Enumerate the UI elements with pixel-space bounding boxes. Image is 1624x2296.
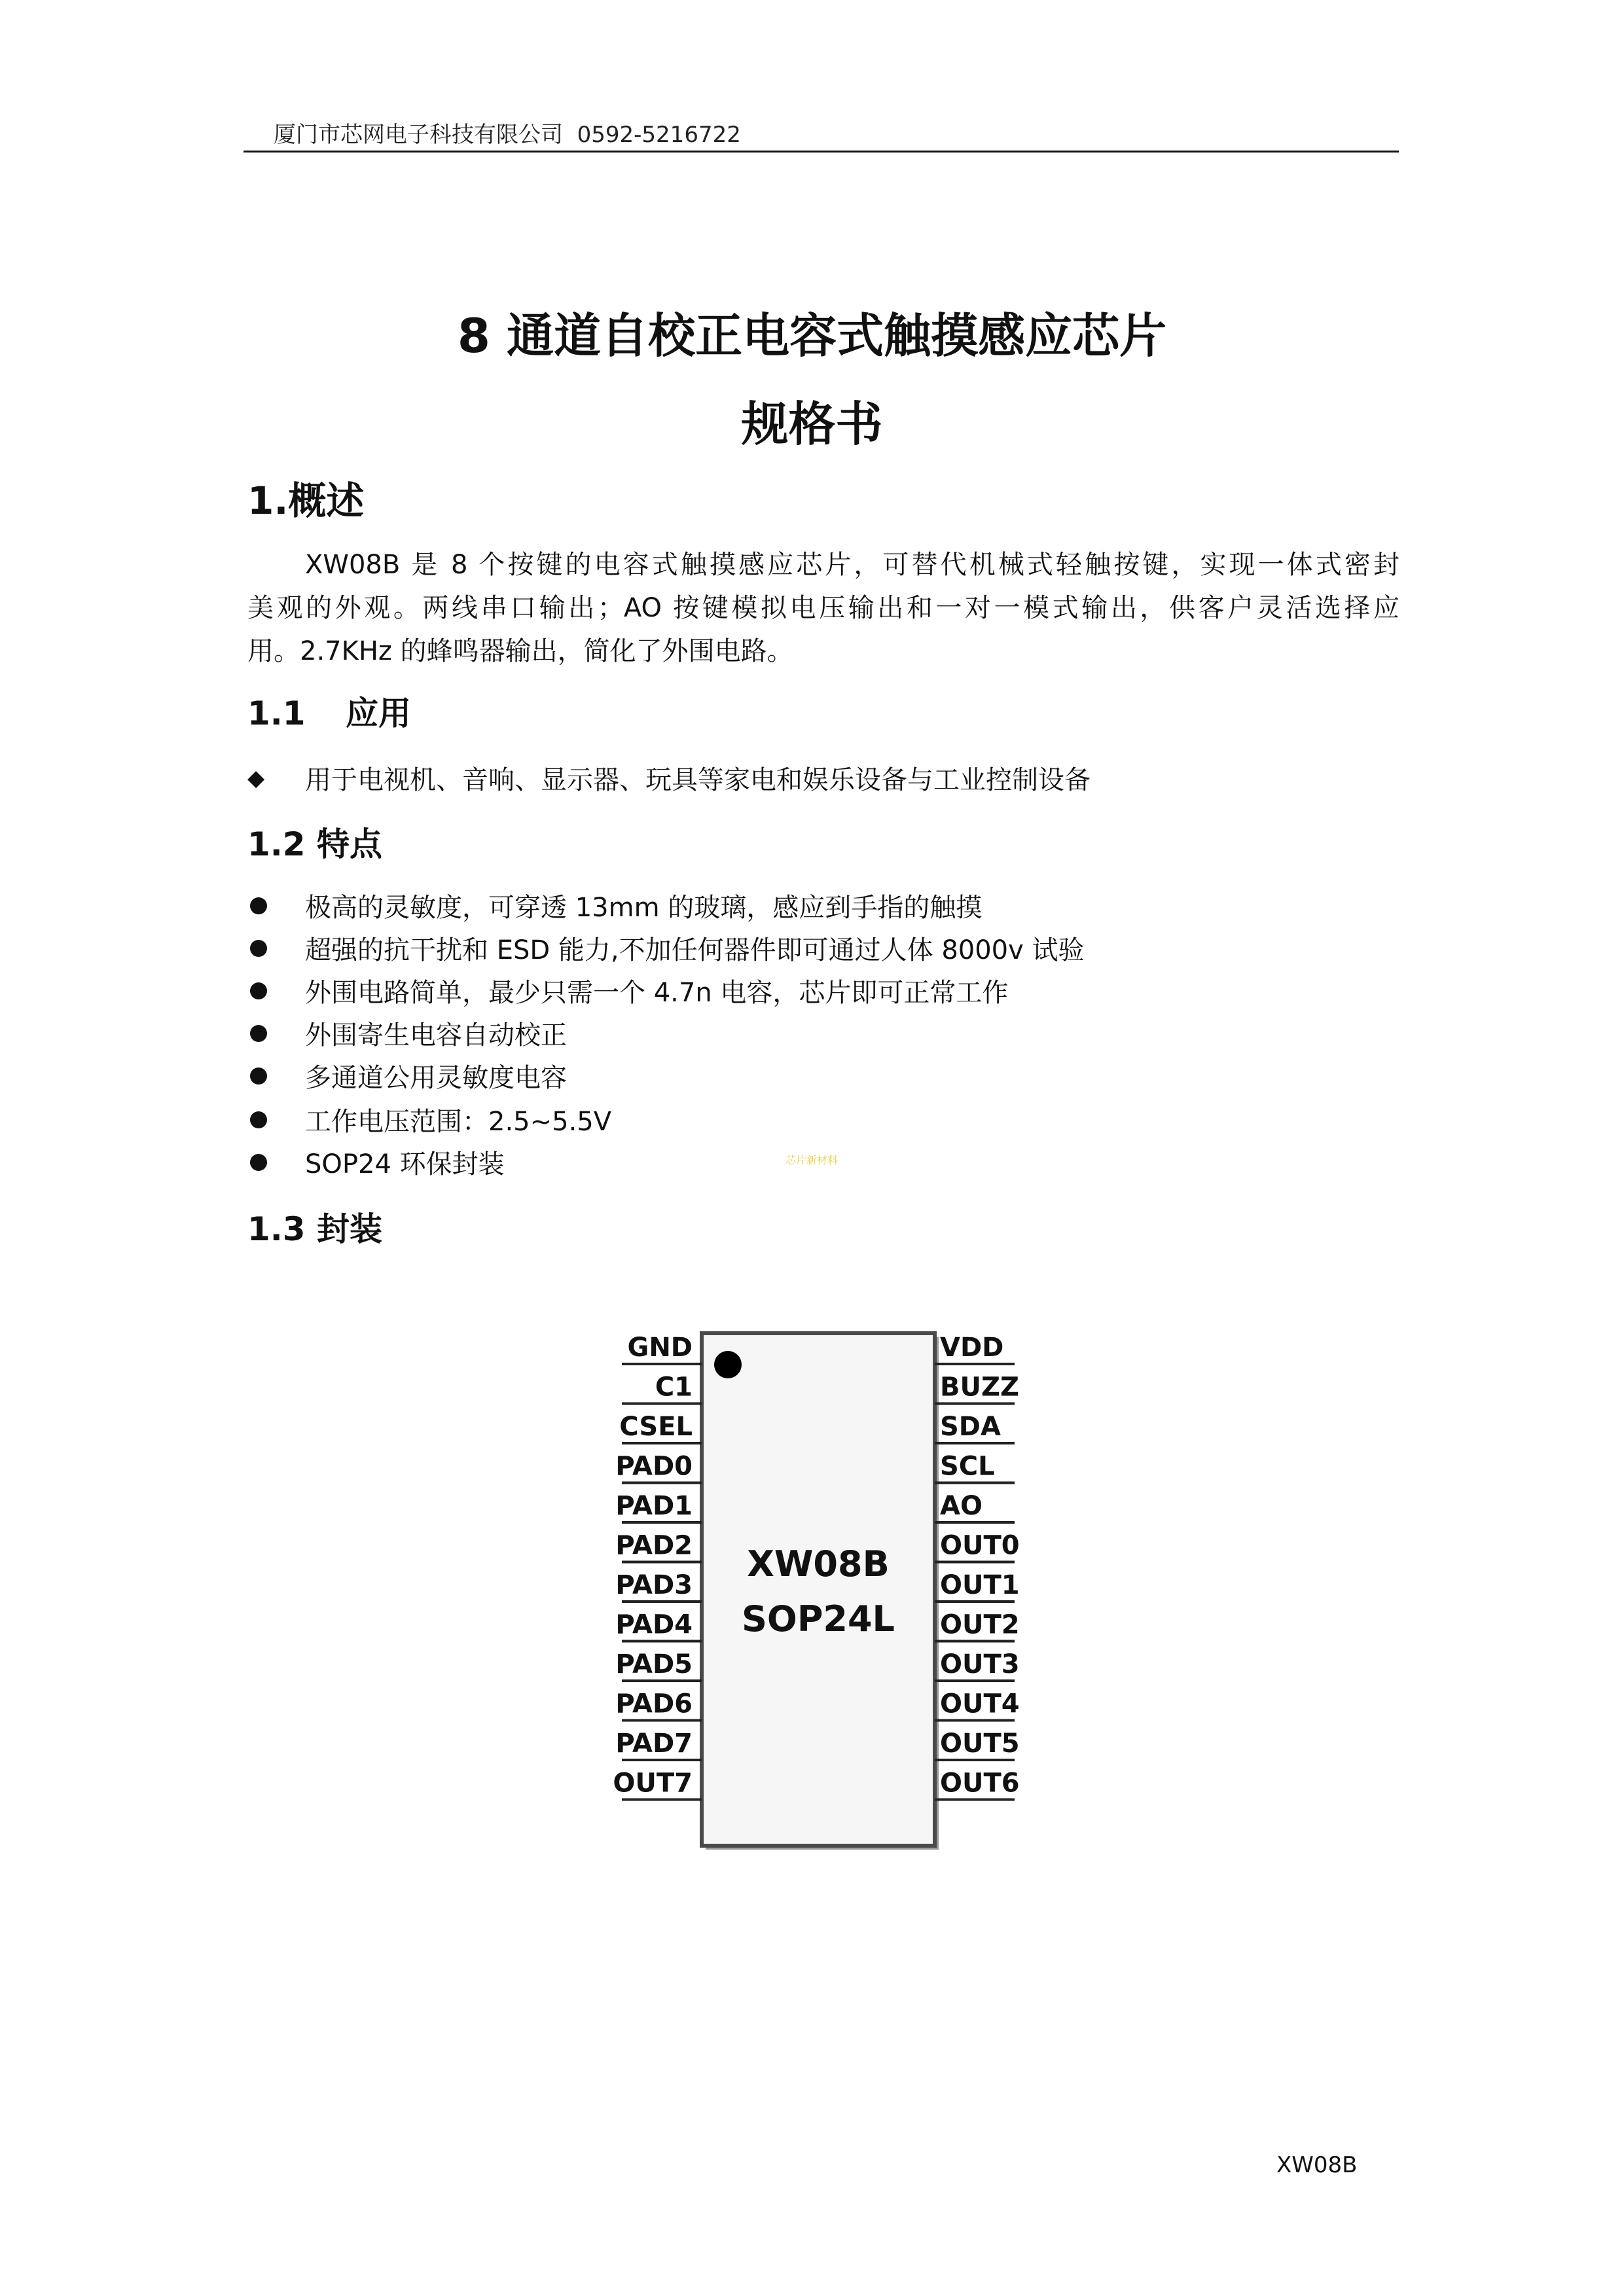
chip-package: SOP24L xyxy=(742,1598,895,1640)
right-pin-label: SDA xyxy=(940,1412,1001,1442)
left-pin-label: C1 xyxy=(655,1372,693,1403)
footer-model: XW08B xyxy=(1276,2152,1358,2178)
left-pin-label: PAD5 xyxy=(615,1649,693,1679)
list-item-text: 用于电视机、音响、显示器、玩具等家电和娱乐设备与工业控制设备 xyxy=(305,765,1091,795)
list-item-text: 极高的灵敏度，可穿透 13mm 的玻璃，感应到手指的触摸 xyxy=(305,893,983,923)
right-pin-label: OUT5 xyxy=(940,1729,1020,1759)
diamond-bullet-icon: ◆ xyxy=(247,764,265,791)
left-pin-label: PAD1 xyxy=(615,1491,693,1521)
left-pin-label: GND xyxy=(627,1333,693,1363)
pin1-marker-icon xyxy=(714,1351,742,1378)
left-pin-label: PAD4 xyxy=(615,1609,693,1640)
overview-line: 用。2.7KHz 的蜂鸣器输出，简化了外围电路。 xyxy=(247,636,793,666)
list-item xyxy=(247,929,1085,967)
left-pin-label: PAD7 xyxy=(615,1729,693,1759)
header-phone: 0592-5216722 xyxy=(577,122,741,148)
bullet-dot-icon xyxy=(250,982,267,999)
right-pin-label: AO xyxy=(940,1491,983,1521)
chip-pinout-diagram xyxy=(589,1302,1047,1865)
overview-paragraph xyxy=(247,543,1399,673)
chip-name: XW08B xyxy=(747,1543,890,1585)
section-overview-heading: 1.概述 xyxy=(247,478,365,523)
list-item xyxy=(247,1014,567,1052)
list-item xyxy=(247,887,982,924)
left-pin-label: OUT7 xyxy=(613,1768,693,1799)
list-item-text: 外围电路简单，最少只需一个 4.7n 电容，芯片即可正常工作 xyxy=(305,978,1009,1008)
list-item xyxy=(247,759,1091,797)
header-company-name: 厦门市芯网电子科技有限公司 xyxy=(274,122,563,148)
left-pin-label: PAD3 xyxy=(615,1570,693,1600)
section-title: 应用 xyxy=(346,694,411,732)
left-pin-label: PAD6 xyxy=(615,1689,693,1719)
left-pin-label: PAD0 xyxy=(615,1451,693,1482)
chip-body xyxy=(702,1333,935,1846)
overview-line: XW08B 是 8 个按键的电容式触摸感应芯片，可替代机械式轻触按键，实现一体式密封 xyxy=(305,550,1399,580)
watermark-text: 芯片新材料 xyxy=(785,1154,839,1166)
right-pin-label: OUT1 xyxy=(940,1570,1020,1600)
right-pin-label: VDD xyxy=(940,1333,1004,1363)
bullet-dot-icon xyxy=(250,897,267,914)
header-company xyxy=(274,117,741,149)
right-pin-label: OUT0 xyxy=(940,1530,1020,1561)
list-item xyxy=(247,1143,505,1181)
right-pin-label: OUT4 xyxy=(940,1689,1020,1719)
list-item xyxy=(247,972,1008,1009)
bullet-dot-icon xyxy=(250,1111,267,1128)
left-pin-label: PAD2 xyxy=(615,1530,693,1561)
list-item-text: 外围寄生电容自动校正 xyxy=(305,1020,567,1050)
left-pin-group xyxy=(613,1333,702,1800)
left-pin-label: CSEL xyxy=(619,1412,693,1442)
header-divider xyxy=(244,151,1399,152)
document-subtitle: 规格书 xyxy=(741,397,883,452)
right-pin-label: SCL xyxy=(940,1451,995,1482)
section-package-heading: 1.3 封装 xyxy=(247,1210,382,1248)
list-item-text: 多通道公用灵敏度电容 xyxy=(305,1063,567,1093)
list-item-text: 工作电压范围：2.5~5.5V xyxy=(305,1107,612,1137)
section-number: 1.1 xyxy=(247,694,306,732)
right-pin-label: OUT3 xyxy=(940,1649,1020,1679)
list-item xyxy=(247,1101,611,1138)
bullet-dot-icon xyxy=(250,1154,267,1171)
right-pin-label: OUT6 xyxy=(940,1768,1020,1799)
list-item xyxy=(247,1057,567,1094)
list-item-text: 超强的抗干扰和 ESD 能力,不加任何器件即可通过人体 8000v 试验 xyxy=(305,935,1085,965)
section-features-heading: 1.2 特点 xyxy=(247,825,382,863)
bullet-dot-icon xyxy=(250,1067,267,1085)
section-application-heading xyxy=(247,687,411,734)
overview-line: 美观的外观。两线串口输出；AO 按键模拟电压输出和一对一模式输出，供客户灵活选择应 xyxy=(247,593,1399,623)
bullet-dot-icon xyxy=(250,1025,267,1042)
document-title: 8 通道自校正电容式触摸感应芯片 xyxy=(457,308,1167,363)
right-pin-label: OUT2 xyxy=(940,1609,1020,1640)
right-pin-group xyxy=(935,1333,1020,1800)
bullet-dot-icon xyxy=(250,940,267,957)
list-item-text: SOP24 环保封装 xyxy=(305,1149,505,1179)
right-pin-label: BUZZ xyxy=(940,1372,1019,1403)
